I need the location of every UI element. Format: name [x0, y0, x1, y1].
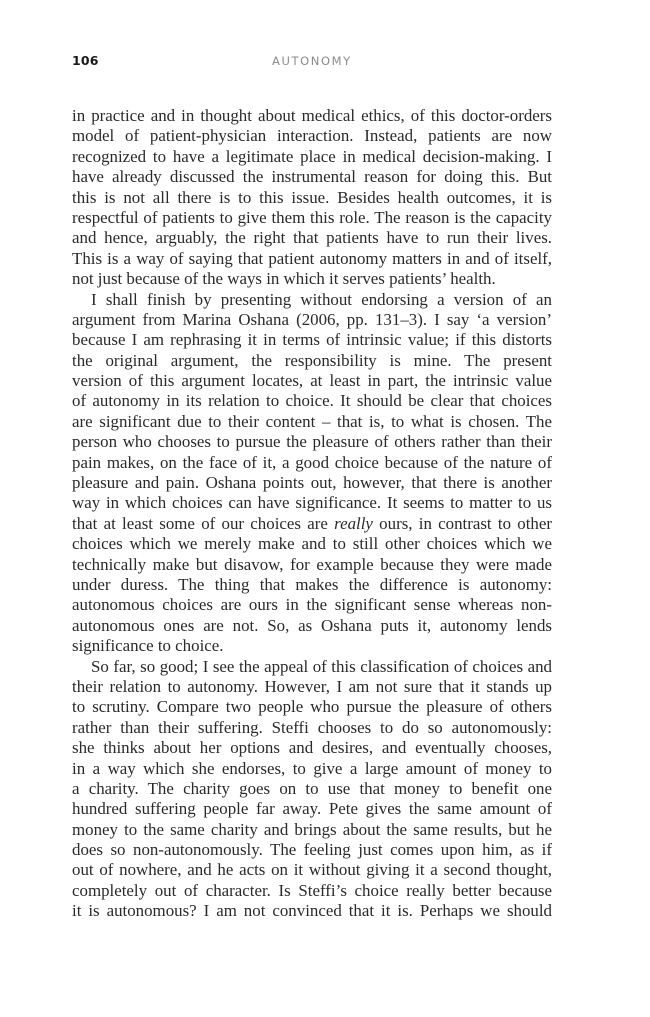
text-line: she thinks about her options and desires, and eventually chooses, [72, 738, 552, 758]
text-line: the original argument, the responsibility is mine. The present [72, 350, 552, 370]
text-line: it is autonomous? I am not convinced that it is. Perhaps we should [72, 901, 552, 921]
text-line: in a way which she endorses, to give a large amount of money to [72, 758, 552, 778]
text-line: argument from Marina Oshana (2006, pp. 131–3). I say ‘a version’ [72, 309, 552, 329]
text-run: ours, in contrast to other [372, 513, 553, 533]
text-run: that at least some of our choices are [72, 513, 335, 533]
paragraph-2 [72, 290, 552, 657]
running-title: AUTONOMY [272, 54, 352, 68]
text-line: technically make but disavow, for example because they were made [72, 554, 552, 574]
text-line: pain makes, on the face of it, a good choice because of the nature of [72, 452, 552, 472]
text-line: under duress. The thing that makes the difference is autonomy: [72, 574, 552, 594]
text-line: have already discussed the instrumental reason for doing this. But [72, 167, 552, 187]
paragraph-3 [72, 657, 552, 922]
text-line: autonomous ones are not. So, as Oshana puts it, autonomy lends [72, 615, 552, 635]
text-line: This is a way of saying that patient autonomy matters in and of itself, [72, 248, 552, 268]
text-line: and hence, arguably, the right that patients have to run their lives. [72, 228, 552, 248]
text-line: I shall finish by presenting without endorsing a version of an [91, 289, 552, 309]
text-line: are significant due to their content – that is, to what is chosen. The [72, 411, 552, 431]
text-line: pleasure and pain. Oshana points out, however, that there is another [72, 473, 552, 493]
emphasized-word: really [334, 513, 373, 533]
paragraph-1 [72, 106, 552, 290]
text-line: model of patient-physician interaction. Instead, patients are now [72, 126, 552, 146]
text-line: completely out of character. Is Steffi’s choice really better because [72, 880, 552, 900]
text-line: hundred suffering people far away. Pete gives the same amount of [72, 799, 552, 819]
text-line: out of nowhere, and he acts on it without giving it a second thought, [72, 860, 552, 880]
text-line: because I am rephrasing it in terms of intrinsic value; if this distorts [72, 330, 552, 350]
text-line: in practice and in thought about medical ethics, of this doctor-orders [72, 106, 552, 125]
text-line: respectful of patients to give them this role. The reason is the capacity [72, 207, 552, 227]
text-line: version of this argument locates, at least in part, the intrinsic value [72, 371, 552, 391]
text-line: this is not all there is to this issue. Besides health outcomes, it is [72, 187, 552, 207]
running-head [72, 53, 552, 73]
text-line: person who chooses to pursue the pleasure of others rather than their [72, 432, 552, 452]
text-line: a charity. The charity goes on to use that money to benefit one [72, 778, 552, 798]
text-line: way in which choices can have significance. It seems to matter to us [72, 493, 552, 513]
text-line: of autonomy in its relation to choice. It should be clear that choices [72, 391, 552, 411]
text-line: rather than their suffering. Steffi chooses to do so autonomously: [72, 717, 552, 737]
page-number: 106 [72, 53, 99, 68]
text-line-with-emphasis [72, 514, 552, 534]
text-line: not just because of the ways in which it serves patients’ health. [72, 269, 496, 289]
text-line: recognized to have a legitimate place in medical decision-making. I [72, 146, 552, 166]
text-line: money to the same charity and brings about the same results, but he [72, 819, 552, 839]
body-text [72, 106, 552, 922]
text-line: their relation to autonomy. However, I am not sure that it stands up [72, 676, 552, 696]
text-line: So far, so good; I see the appeal of this classification of choices and [91, 656, 552, 676]
text-line: significance to choice. [72, 636, 224, 656]
text-line: to scrutiny. Compare two people who pursue the pleasure of others [72, 697, 552, 717]
text-line: autonomous choices are ours in the significant sense whereas non- [72, 595, 552, 615]
text-line: choices which we merely make and to still other choices which we [72, 534, 552, 554]
text-line: does so non-autonomously. The feeling just comes upon him, as if [72, 840, 552, 860]
